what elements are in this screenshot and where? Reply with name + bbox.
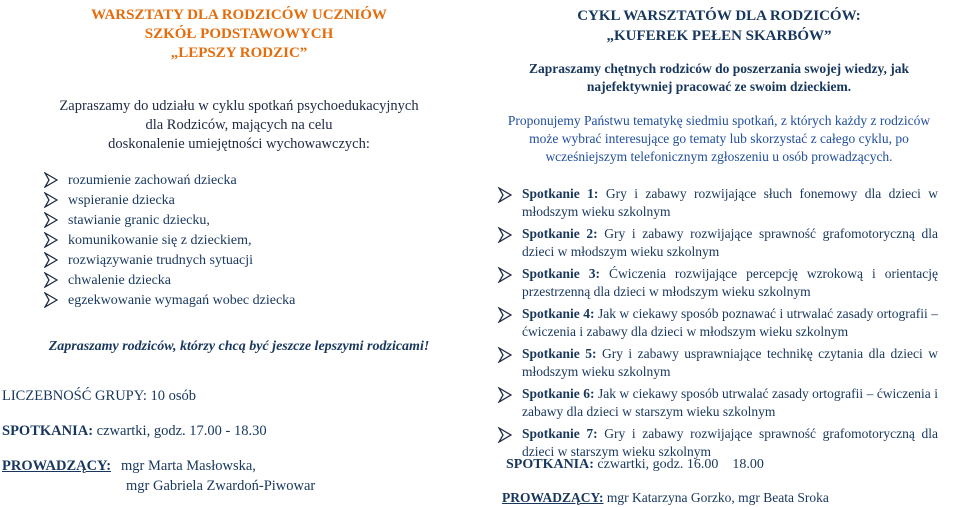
session-label: Spotkanie 2: (522, 226, 598, 241)
left-leaders-line (2, 458, 256, 475)
right-title-line-2: „KUFEREK PEŁEN SKARBÓW” (606, 28, 832, 44)
session-text: Gry i zabawy rozwijające sprawność grafomotoryczną dla dzieci w starszym wieku szkolnym (522, 426, 938, 459)
topics-list (44, 172, 295, 312)
session-text: Gry i zabawy rozwijające sprawność grafomotoryczną dla dzieci w młodszym wieku szkolnym (522, 226, 938, 259)
left-intro-line-3: doskonalenie umiejętności wychowawczych: (108, 136, 370, 152)
session-item (498, 185, 938, 221)
session-label: Spotkanie 4: (522, 306, 595, 321)
right-leaders-value: mgr Katarzyna Gorzko, mgr Beata Sroka (603, 490, 829, 505)
topic-text: komunikowanie się z dzieckiem, (68, 233, 252, 248)
left-meetings-line (2, 423, 267, 440)
arrowhead-bullet-icon (44, 172, 58, 188)
topic-item (44, 252, 295, 272)
right-proposal-line-3: wcześniejszym telefonicznym zgłoszeniu u osób prowadzących. (545, 149, 893, 164)
left-leaders-label: PROWADZĄCY: (2, 458, 112, 474)
topic-item (44, 272, 295, 292)
arrowhead-bullet-icon (498, 307, 512, 323)
left-intro-line-1: Zapraszamy do udziału w cyklu spotkań psychoedukacyjnych (59, 98, 419, 114)
arrowhead-bullet-icon (498, 347, 512, 363)
session-text: Jak w ciekawy sposób utrwalać zasady ortografii – ćwiczenia i zabawy dla dzieci w starszym wieku szkolnym (522, 386, 938, 419)
arrowhead-bullet-icon (44, 232, 58, 248)
session-item (498, 265, 938, 301)
session-text: Gry i zabawy usprawniające technikę czytania dla dzieci w młodszym wieku szkolnym (522, 346, 938, 379)
session-text: Ćwiczenia rozwijające percepcję wzrokową i orientację przestrzenną dla dzieci w młodszym wieku szkolnym (522, 266, 938, 299)
session-item (498, 345, 938, 381)
session-text: Jak w ciekawy sposób poznawać i utrwalać zasady ortografii – ćwiczenia i zabawy dla dzieci w młodszym wieku szkolnym (522, 306, 938, 339)
session-item (498, 225, 938, 261)
session-label: Spotkanie 5: (522, 346, 597, 361)
session-label: Spotkanie 7: (522, 426, 598, 441)
right-title-line-1: CYKL WARSZTATÓW DLA RODZICÓW: (577, 8, 861, 24)
right-meetings-line (506, 457, 764, 473)
group-size-value: 10 osób (146, 388, 197, 404)
topic-item (44, 192, 295, 212)
right-invite-line-2: najefektywniej pracować ze swoim dzieckiem. (586, 79, 852, 94)
arrowhead-bullet-icon (44, 272, 58, 288)
arrowhead-bullet-icon (44, 212, 58, 228)
arrowhead-bullet-icon (44, 292, 58, 308)
topic-text: egzekwowanie wymagań wobec dziecka (68, 293, 296, 308)
left-leaders-line-2: mgr Gabriela Zwardoń-Piwowar (126, 478, 316, 494)
topic-item (44, 232, 295, 252)
topic-item (44, 212, 295, 232)
session-label: Spotkanie 3: (522, 266, 600, 281)
topic-text: chwalenie dziecka (68, 273, 171, 288)
arrowhead-bullet-icon (498, 427, 512, 443)
session-label: Spotkanie 6: (522, 386, 595, 401)
right-proposal-line-1: Proponujemy Państwu tematykę siedmiu spotkań, z których każdy z rodziców (507, 113, 931, 128)
right-meetings-label: SPOTKANIA: (506, 457, 594, 472)
arrowhead-bullet-icon (44, 192, 58, 208)
right-leaders-label: PROWADZĄCY: (502, 490, 604, 505)
arrowhead-bullet-icon (498, 187, 512, 203)
right-meetings-value: czwartki, godz. 16.00 18.00 (593, 457, 764, 472)
left-title-line-1: WARSZTATY DLA RODZICÓW UCZNIÓW (91, 7, 387, 23)
topic-text: rozumienie zachowań dziecka (68, 173, 237, 188)
session-item (498, 385, 938, 421)
topic-item (44, 292, 295, 312)
left-intro-line-2: dla Rodziców, mających na celu (145, 117, 333, 133)
left-meetings-value: czwartki, godz. 17.00 - 18.30 (93, 423, 267, 439)
left-leaders-value-1: mgr Marta Masłowska, (121, 458, 256, 474)
session-text: Gry i zabawy rozwijające słuch fonemowy dla dzieci w młodszym wieku szkolnym (522, 186, 938, 219)
right-proposal-line-2: może wybrać interesujące go tematy lub skorzystać z całego cyklu, po (529, 131, 909, 146)
left-slogan: Zapraszamy rodziców, którzy chcą być jeszcze lepszymi rodzicami! (48, 339, 430, 354)
arrowhead-bullet-icon (498, 227, 512, 243)
sessions-list (498, 185, 938, 465)
session-item (498, 305, 938, 341)
left-meetings-label: SPOTKANIA: (2, 423, 94, 439)
session-label: Spotkanie 1: (522, 186, 599, 201)
left-title-line-3: „LEPSZY RODZIC” (170, 45, 308, 61)
session-item (498, 425, 938, 461)
arrowhead-bullet-icon (44, 252, 58, 268)
topic-item (44, 172, 295, 192)
group-size-label: LICZEBNOŚĆ GRUPY: (2, 388, 147, 404)
right-invite-line-1: Zapraszamy chętnych rodziców do poszerzania swojej wiedzy, jak (529, 61, 909, 76)
group-size-line (2, 388, 196, 405)
left-title-line-2: SZKÓŁ PODSTAWOWYCH (144, 26, 334, 42)
topic-text: rozwiązywanie trudnych sytuacji (68, 253, 254, 268)
topic-text: wspieranie dziecka (68, 193, 175, 208)
topic-text: stawianie granic dziecku, (68, 213, 210, 228)
arrowhead-bullet-icon (498, 267, 512, 283)
arrowhead-bullet-icon (498, 387, 512, 403)
right-leaders-line (502, 490, 829, 506)
